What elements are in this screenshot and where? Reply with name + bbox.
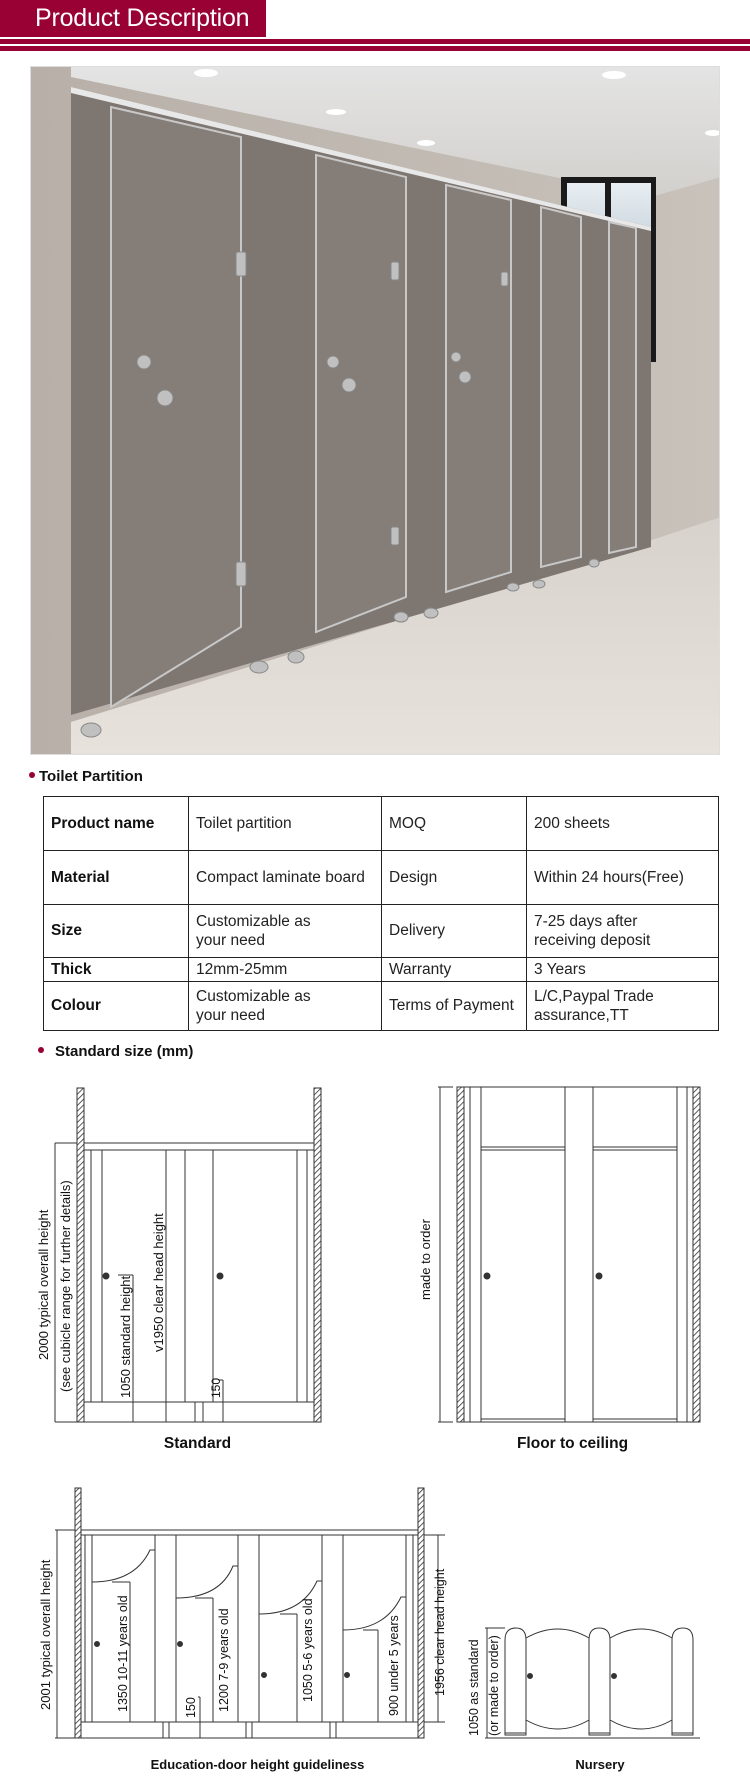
spec-value: [527, 982, 719, 1031]
diagram-caption-education: Education-door height guideliness: [150, 1757, 365, 1772]
diagram-caption-standard: Standard: [163, 1435, 232, 1452]
spec-value: Within 24 hours(Free): [527, 851, 719, 905]
spec-value: [189, 905, 382, 958]
svg-text:150: 150: [209, 1377, 223, 1398]
bullet-icon: [38, 1047, 44, 1053]
spec-key: Material: [44, 851, 189, 905]
spec-value: Compact laminate board: [189, 851, 382, 905]
diagram-standard: [36, 1080, 340, 1430]
spec-value: [527, 905, 719, 958]
svg-text:1200 7-9 years old: 1200 7-9 years old: [217, 1608, 231, 1712]
spec-value: 12mm-25mm: [189, 958, 382, 982]
header-divider-bottom: [0, 46, 750, 51]
spec-value: [189, 982, 382, 1031]
svg-text:1956 clear head height: 1956 clear head height: [433, 1568, 447, 1696]
spec-value: Toilet partition: [189, 797, 382, 851]
table-row: [44, 958, 719, 982]
toilet-partition-photo-illustration: [31, 67, 720, 755]
spec-key: Product name: [44, 797, 189, 851]
svg-text:made to order: made to order: [418, 1219, 433, 1300]
svg-text:900 under 5 years: 900 under 5 years: [387, 1615, 401, 1716]
spec-key: Size: [44, 905, 189, 958]
svg-text:1350 10-11 years old: 1350 10-11 years old: [116, 1595, 130, 1712]
standard-cubicle-drawing: [36, 1080, 340, 1430]
spec-table: [43, 796, 719, 1031]
diagram-nursery: [450, 1580, 710, 1760]
spec-key: Terms of Payment: [382, 982, 527, 1031]
product-photo: [30, 66, 720, 755]
svg-text:150: 150: [184, 1697, 198, 1718]
spec-key: Warranty: [382, 958, 527, 982]
spec-value-text: L/C,Paypal Trade assurance,TT: [534, 988, 654, 1024]
spec-value-text: Customizable as your need: [196, 913, 311, 949]
spec-key: Colour: [44, 982, 189, 1031]
spec-key: Design: [382, 851, 527, 905]
nursery-cubicle-drawing: [450, 1580, 710, 1760]
diagram-floor-to-ceiling: [400, 1080, 720, 1430]
spec-value: 200 sheets: [527, 797, 719, 851]
svg-text:1050 as standard: 1050 as standard: [467, 1639, 481, 1736]
spec-key: Delivery: [382, 905, 527, 958]
header-divider-top: [0, 39, 750, 44]
spec-value-text: 7-25 days after receiving deposit: [534, 913, 651, 949]
table-row: [44, 851, 719, 905]
section-header-tab: [0, 0, 266, 37]
diagram-caption-floor-to-ceiling: Floor to ceiling: [516, 1435, 629, 1452]
svg-text:2001 typical overall height: 2001 typical overall height: [38, 1559, 53, 1710]
svg-text:1050 5-6 years old: 1050 5-6 years old: [301, 1598, 315, 1702]
bullet-icon: [29, 772, 35, 778]
spec-value: 3 Years: [527, 958, 719, 982]
table-row: [44, 905, 719, 958]
section-header-title: Product Description: [35, 4, 250, 32]
svg-text:v1950 clear head height: v1950 clear head height: [151, 1213, 166, 1352]
svg-text:2000 typical overall height: 2000 typical overall height: [36, 1209, 51, 1360]
diagram-education: [30, 1480, 450, 1760]
svg-text:(see cubicle range for further: (see cubicle range for further details): [58, 1180, 73, 1392]
education-cubicle-drawing: [30, 1480, 450, 1760]
spec-key: Thick: [44, 958, 189, 982]
spec-value-text: Customizable as your need: [196, 988, 311, 1024]
standard-size-heading: Standard size (mm): [38, 1043, 193, 1060]
table-row: [44, 982, 719, 1031]
table-row: [44, 797, 719, 851]
svg-text:1050 standard height: 1050 standard height: [118, 1275, 133, 1398]
diagram-caption-nursery: Nursery: [575, 1757, 625, 1772]
toilet-partition-heading: Toilet Partition: [29, 768, 143, 785]
floor-to-ceiling-cubicle-drawing: [400, 1080, 720, 1430]
svg-text:(or made to order): (or made to order): [487, 1635, 501, 1736]
spec-key: MOQ: [382, 797, 527, 851]
